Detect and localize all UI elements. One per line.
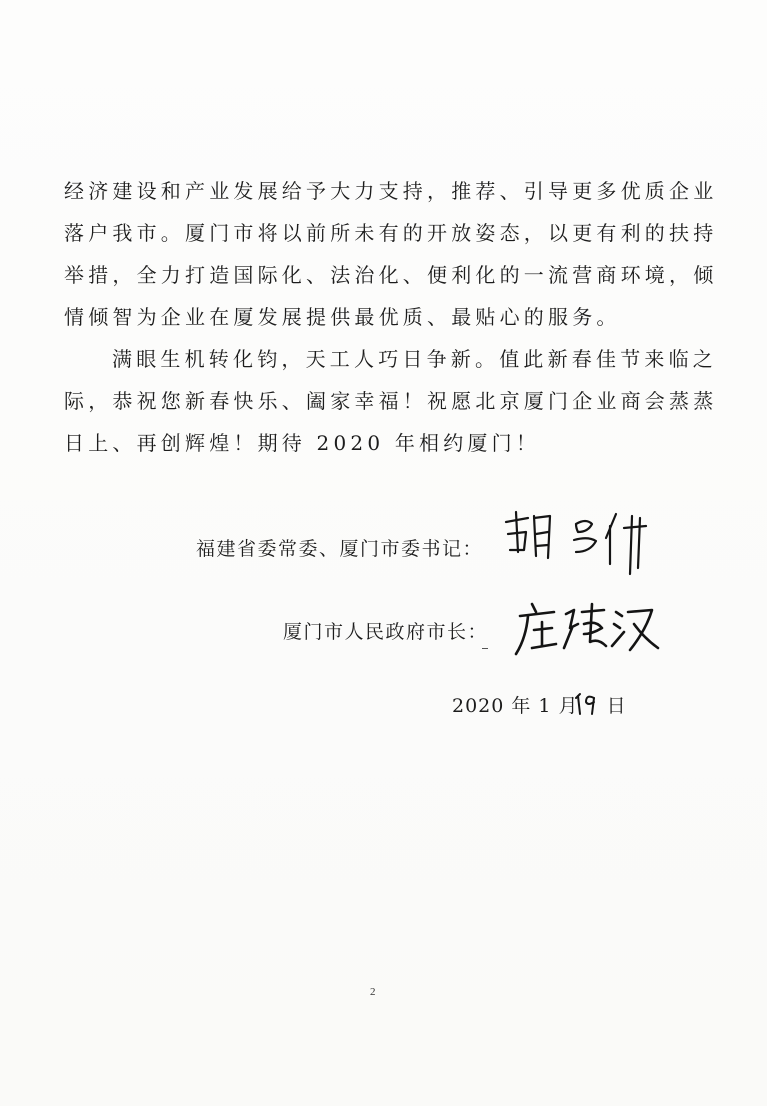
text-line: 满眼生机转化钧，天工人巧日争新。值此新春佳节来临之	[112, 347, 717, 371]
mayor-title: 厦门市人民政府市长：	[283, 621, 489, 643]
text-line: 际，恭祝您新春快乐、阖家幸福！祝愿北京厦门企业商会蒸蒸	[64, 389, 718, 413]
page-number: 2	[370, 986, 376, 998]
mayor-signature	[512, 598, 662, 664]
handwritten-day	[572, 690, 600, 716]
text-line: 落户我市。厦门市将以前所未有的开放姿态，以更有利的扶持	[64, 221, 718, 245]
paragraph-2	[64, 338, 718, 464]
letter-date	[452, 691, 627, 718]
party-secretary-title: 福建省委常委、厦门市委书记：	[196, 538, 484, 560]
text-line: 情倾智为企业在厦发展提供最优质、最贴心的服务。	[64, 305, 621, 329]
text-line: 经济建设和产业发展给予大力支持，推荐、引导更多优质企业	[64, 179, 718, 203]
ink-mark	[482, 648, 488, 649]
date-suffix: 日	[606, 695, 627, 717]
letter-body	[64, 170, 718, 464]
paragraph-1	[64, 170, 718, 338]
text-line: 日上、再创辉煌！期待 2020 年相约厦门！	[64, 431, 541, 455]
party-secretary-signature	[498, 508, 658, 578]
date-text: 2020 年 1 月	[452, 695, 579, 717]
text-line: 举措，全力打造国际化、法治化、便利化的一流营商环境，倾	[64, 263, 718, 287]
